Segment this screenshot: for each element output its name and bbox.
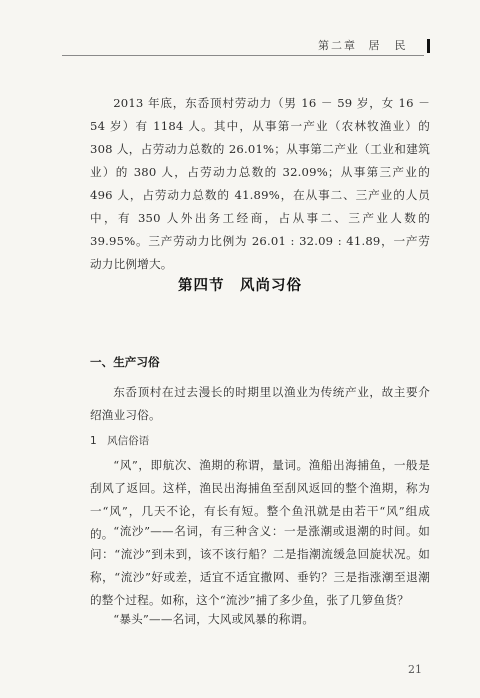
running-head	[318, 37, 428, 57]
chapter-title: 居 民	[368, 39, 408, 52]
subsection-title: 一、生产习俗	[90, 355, 160, 369]
header-rule	[62, 55, 424, 56]
liusha-paragraph: “流沙”——名词，有三种含义：一是涨潮或退潮的时间。如问：“流沙”到未到，该不该行船？二是指潮流缓急回旋状况。如称，“流沙”好或差，适宜不适宜撒网、垂钓？三是指涨潮至退潮的整个过程。如称，这个“流沙”捕了多少鱼，张了几箩鱼货？	[90, 524, 430, 607]
labor-paragraph: 2013 年底，东岙顶村劳动力（男 16 － 59 岁，女 16 － 54 岁）有 1184 人。其中，从事第一产业（农林牧渔业）的 308 人，占劳动力总数的 26.01%；从事第二产业（工业和建筑业）的 380 人，占劳动力总数的 32.09%；从事第三产业的 496 人，占劳动力总数的 41.89%，在从事二、三产业的人员中，有 350 人外出务工经商，占从事二、三产业人数的 39.95%。三产劳动力比例为 26.01 : 32.09 : 41.89，一产劳动力比例增大。	[90, 96, 430, 271]
page-number: 21	[408, 663, 422, 676]
chapter-label: 第二章	[318, 39, 357, 52]
baotou-paragraph: “暴头”——名词，大风或风暴的称谓。	[113, 612, 315, 626]
subsubsection-title: 1 风信俗语	[90, 435, 150, 447]
section-title: 第四节 风尚习俗	[178, 278, 302, 294]
feng-paragraph: “风”，即航次、渔期的称谓，量词。渔船出海捕鱼，一般是刮风了返回。这样，渔民出海捕鱼至刮风返回的整个渔期，称为一“风”，几天不论，有长有短。整个鱼汛就是由若干“风”组成的。	[90, 458, 430, 541]
intro-paragraph: 东岙顶村在过去漫长的时期里以渔业为传统产业，故主要介绍渔业习俗。	[90, 385, 430, 422]
header-bar	[427, 39, 430, 53]
